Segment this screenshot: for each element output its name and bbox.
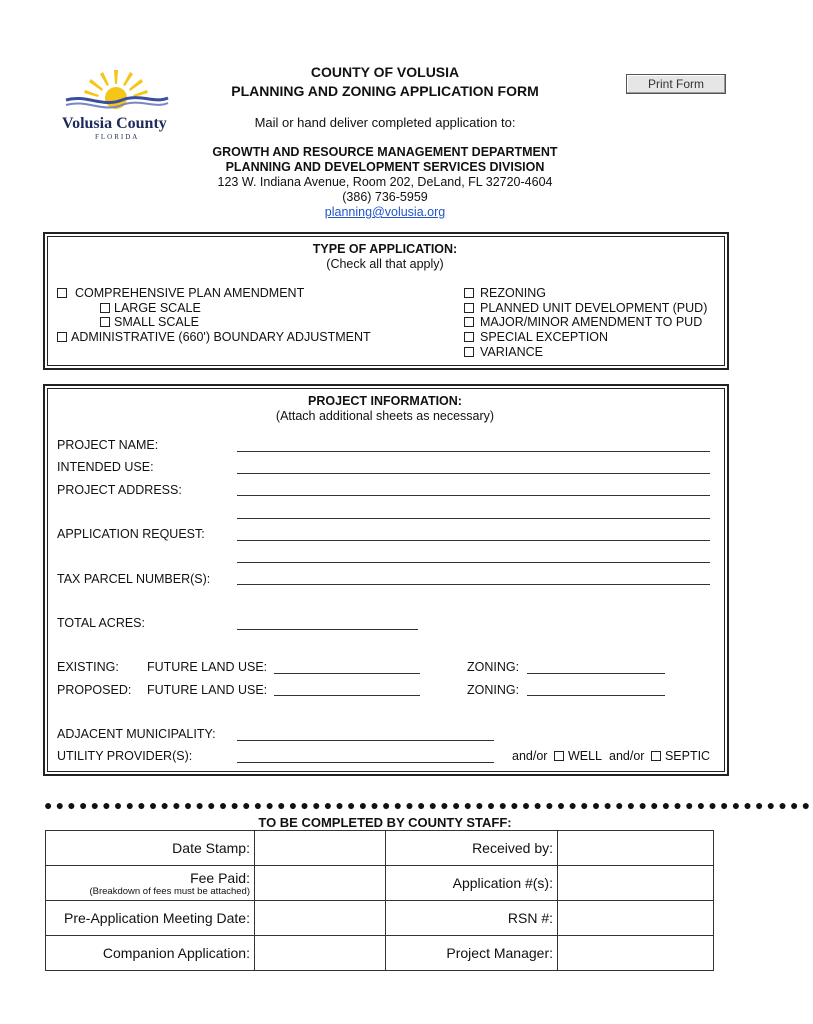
- project-address-field-1[interactable]: [237, 495, 710, 496]
- companion-field[interactable]: [255, 936, 386, 971]
- staff-heading: TO BE COMPLETED BY COUNTY STAFF:: [258, 815, 512, 830]
- project-heading: PROJECT INFORMATION:: [308, 394, 462, 408]
- received-by-field[interactable]: [558, 831, 714, 866]
- app-type-subheading: (Check all that apply): [326, 257, 444, 271]
- fee-paid-cell: [46, 866, 255, 901]
- checkbox-icon[interactable]: [57, 332, 67, 342]
- fee-paid-label: Fee Paid:: [190, 869, 250, 886]
- project-manager-field[interactable]: [558, 936, 714, 971]
- utility-provider-label: UTILITY PROVIDER(S):: [57, 749, 193, 763]
- checkbox-small-scale[interactable]: SMALL SCALE: [100, 315, 199, 329]
- checkbox-pud[interactable]: PLANNED UNIT DEVELOPMENT (PUD): [464, 301, 707, 315]
- companion-label: Companion Application:: [46, 936, 255, 971]
- app-type-heading: TYPE OF APPLICATION:: [312, 242, 458, 256]
- application-no-field[interactable]: [558, 866, 714, 901]
- utility-options: and/or WELL and/or SEPTIC: [512, 749, 711, 763]
- checkbox-special-exception[interactable]: SPECIAL EXCEPTION: [464, 330, 608, 344]
- checkbox-large-scale[interactable]: LARGE SCALE: [100, 301, 201, 315]
- email-link[interactable]: planning@volusia.org: [324, 205, 446, 219]
- date-stamp-label: Date Stamp:: [46, 831, 255, 866]
- checkbox-icon[interactable]: [464, 347, 474, 357]
- mail-note: Mail or hand deliver completed application to:: [254, 115, 516, 130]
- rsn-label: RSN #:: [386, 901, 558, 936]
- intended-use-label: INTENDED USE:: [57, 460, 154, 474]
- existing-flu-field[interactable]: [274, 673, 420, 674]
- existing-zoning-label: ZONING:: [467, 660, 520, 674]
- sun-wave-icon: [62, 68, 172, 114]
- total-acres-label: TOTAL ACRES:: [57, 616, 145, 630]
- checkbox-icon[interactable]: [464, 332, 474, 342]
- proposed-flu-field[interactable]: [274, 695, 420, 696]
- adjacent-municipality-field[interactable]: [237, 740, 494, 741]
- print-form-button[interactable]: Print Form: [626, 74, 726, 94]
- application-request-label: APPLICATION REQUEST:: [57, 527, 205, 541]
- total-acres-field[interactable]: [237, 629, 418, 630]
- existing-flu-label: FUTURE LAND USE:: [147, 660, 268, 674]
- checkbox-rezoning[interactable]: REZONING: [464, 286, 546, 300]
- project-address-label: PROJECT ADDRESS:: [57, 483, 182, 497]
- date-stamp-field[interactable]: [255, 831, 386, 866]
- received-by-label: Received by:: [386, 831, 558, 866]
- septic-checkbox[interactable]: [651, 751, 661, 761]
- project-name-field[interactable]: [237, 451, 710, 452]
- dept-line1: GROWTH AND RESOURCE MANAGEMENT DEPARTMENT: [212, 145, 558, 159]
- proposed-label: PROPOSED:: [57, 683, 132, 697]
- phone: (386) 736-5959: [342, 190, 428, 204]
- application-request-field-2[interactable]: [237, 562, 710, 563]
- checkbox-amendment-pud[interactable]: MAJOR/MINOR AMENDMENT TO PUD: [464, 315, 702, 329]
- checkbox-icon[interactable]: [57, 288, 67, 298]
- staff-table: [45, 830, 714, 971]
- intended-use-field[interactable]: [237, 473, 710, 474]
- checkbox-icon[interactable]: [464, 288, 474, 298]
- checkbox-icon[interactable]: [464, 303, 474, 313]
- project-address-field-2[interactable]: [237, 518, 710, 519]
- dotted-separator: ●●●●●●●●●●●●●●●●●●●●●●●●●●●●●●●●●●●●●●●●●●●●●●●●●●●●●●●●●●●●●●●●●●: [44, 797, 813, 813]
- address: 123 W. Indiana Avenue, Room 202, DeLand, FL 32720-4604: [217, 175, 553, 189]
- county-logo: [62, 68, 172, 141]
- checkbox-icon[interactable]: [464, 317, 474, 327]
- application-no-label: Application #(s):: [386, 866, 558, 901]
- logo-name: Volusia County: [62, 115, 167, 132]
- adjacent-municipality-label: ADJACENT MUNICIPALITY:: [57, 727, 216, 741]
- checkbox-icon[interactable]: [100, 303, 110, 313]
- fee-note: (Breakdown of fees must be attached): [89, 885, 250, 897]
- project-subheading: (Attach additional sheets as necessary): [275, 409, 495, 423]
- proposed-flu-label: FUTURE LAND USE:: [147, 683, 268, 697]
- title-line2: PLANNING AND ZONING APPLICATION FORM: [231, 83, 539, 99]
- utility-provider-field[interactable]: [237, 762, 494, 763]
- checkbox-icon[interactable]: [100, 317, 110, 327]
- tax-parcel-field[interactable]: [237, 584, 710, 585]
- proposed-zoning-label: ZONING:: [467, 683, 520, 697]
- tax-parcel-label: TAX PARCEL NUMBER(S):: [57, 572, 211, 586]
- pre-app-field[interactable]: [255, 901, 386, 936]
- checkbox-comp-plan[interactable]: COMPREHENSIVE PLAN AMENDMENT: [57, 286, 304, 300]
- logo-state: FLORIDA: [95, 133, 140, 141]
- proposed-zoning-field[interactable]: [527, 695, 665, 696]
- checkbox-admin-boundary[interactable]: ADMINISTRATIVE (660') BOUNDARY ADJUSTMENT: [57, 330, 371, 344]
- project-name-label: PROJECT NAME:: [57, 438, 159, 452]
- title-line1: COUNTY OF VOLUSIA: [310, 64, 460, 80]
- pre-app-label: Pre-Application Meeting Date:: [46, 901, 255, 936]
- existing-zoning-field[interactable]: [527, 673, 665, 674]
- rsn-field[interactable]: [558, 901, 714, 936]
- well-checkbox[interactable]: [554, 751, 564, 761]
- checkbox-variance[interactable]: VARIANCE: [464, 345, 543, 359]
- project-manager-label: Project Manager:: [386, 936, 558, 971]
- application-request-field-1[interactable]: [237, 540, 710, 541]
- dept-line2: PLANNING AND DEVELOPMENT SERVICES DIVISION: [225, 160, 545, 174]
- existing-label: EXISTING:: [57, 660, 119, 674]
- fee-paid-field[interactable]: [255, 866, 386, 901]
